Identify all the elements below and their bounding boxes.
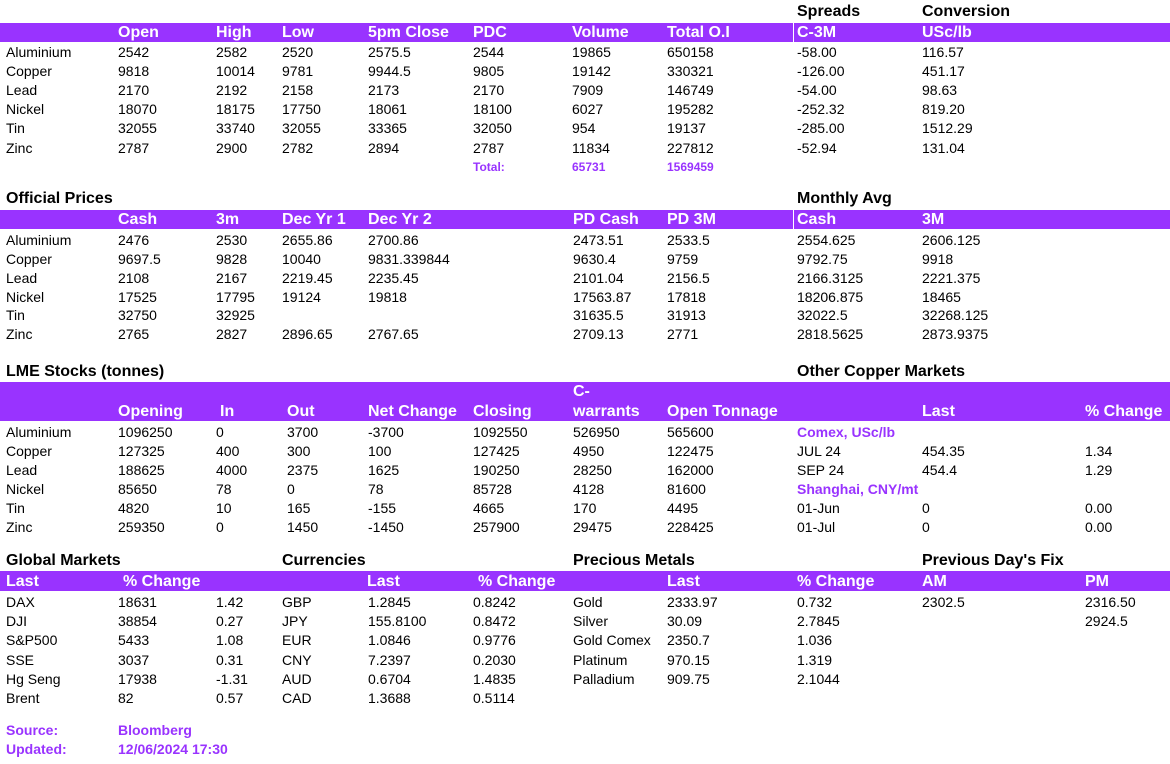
table-cell: 2235.45 <box>368 270 419 286</box>
table-cell: 17795 <box>216 289 255 305</box>
table-cell: 9918 <box>922 251 954 267</box>
table-cell: 2709.13 <box>573 326 624 342</box>
currencies-title: Currencies <box>282 552 366 569</box>
currency-last: 155.8100 <box>368 613 427 629</box>
table-cell: 188625 <box>118 462 165 478</box>
table-cell: 4950 <box>573 443 605 459</box>
column-header: Open <box>118 24 159 41</box>
column-header: % Change <box>1085 403 1163 420</box>
precious-name: Palladium <box>573 671 635 687</box>
table-cell: 2767.65 <box>368 326 419 342</box>
previous-day-fix-title: Previous Day's Fix <box>922 552 1064 569</box>
table-cell: 2375 <box>287 462 319 478</box>
column-header: % Change <box>478 573 556 590</box>
table-cell: 17750 <box>282 101 321 117</box>
table-cell: 10 <box>216 500 232 516</box>
other-copper-markets-title: Other Copper Markets <box>797 363 966 380</box>
index-change: -1.31 <box>216 671 248 687</box>
metal-label: Copper <box>6 251 52 267</box>
precious-last: 30.09 <box>667 613 703 629</box>
table-cell: 195282 <box>667 101 714 117</box>
table-cell: 4128 <box>573 481 605 497</box>
column-header: Last <box>367 573 400 590</box>
metal-label: Nickel <box>6 481 45 497</box>
column-header: Volume <box>572 24 629 41</box>
column-header: Closing <box>473 403 532 420</box>
table-cell: 0 <box>216 424 224 440</box>
metal-label: Aluminium <box>6 44 72 60</box>
table-cell: 2575.5 <box>368 44 411 60</box>
updated-label: Updated: <box>6 741 67 757</box>
column-header: AM <box>922 573 947 590</box>
index-name: Brent <box>6 690 40 706</box>
metal-label: Lead <box>6 462 38 478</box>
table-cell: 451.17 <box>922 63 965 79</box>
table-cell: 9759 <box>667 251 699 267</box>
total-label: Total: <box>473 160 505 174</box>
metal-label: Zinc <box>6 519 33 535</box>
table-cell: 116.57 <box>922 44 964 60</box>
table-cell: -3700 <box>368 424 404 440</box>
precious-change: 0.732 <box>797 594 833 610</box>
table-cell: 2473.51 <box>573 232 624 248</box>
table-cell: 10014 <box>216 63 255 79</box>
table-cell: 85728 <box>473 481 512 497</box>
table-cell: 31635.5 <box>573 307 624 323</box>
table-cell: 98.63 <box>922 82 958 98</box>
precious-name: Platinum <box>573 652 628 668</box>
table-cell: 2896.65 <box>282 326 333 342</box>
table-cell: 162000 <box>667 462 714 478</box>
precious-last: 909.75 <box>667 671 710 687</box>
index-name: SSE <box>6 652 35 668</box>
index-last: 3037 <box>118 652 150 668</box>
table-cell: 28250 <box>573 462 612 478</box>
table-cell: 1512.29 <box>922 120 973 136</box>
global-markets-title: Global Markets <box>6 552 121 569</box>
source-value: Bloomberg <box>118 722 192 738</box>
index-name: DJI <box>6 613 27 629</box>
table-cell: 17563.87 <box>573 289 632 305</box>
column-header: warrants <box>573 403 640 420</box>
last-value: 0 <box>922 519 930 535</box>
table-cell: 9831.339844 <box>368 251 450 267</box>
table-cell: 2221.375 <box>922 270 981 286</box>
currency-last: 1.0846 <box>368 632 411 648</box>
table-cell: 32055 <box>282 120 321 136</box>
currency-last: 0.6704 <box>368 671 411 687</box>
currency-name: CNY <box>282 652 312 668</box>
table-cell: 2544 <box>473 44 505 60</box>
table-cell: 127325 <box>118 443 165 459</box>
table-cell: 4000 <box>216 462 248 478</box>
table-cell: -1450 <box>368 519 404 535</box>
currency-last: 1.2845 <box>368 594 411 610</box>
table-cell: 2530 <box>216 232 248 248</box>
metal-label: Lead <box>6 82 38 98</box>
table-cell: 78 <box>216 481 232 497</box>
index-name: Hg Seng <box>6 671 61 687</box>
table-cell: 2108 <box>118 270 150 286</box>
column-header: High <box>216 24 252 41</box>
column-header: Open Tonnage <box>667 403 778 420</box>
table-cell: 2542 <box>118 44 150 60</box>
table-cell: 17525 <box>118 289 157 305</box>
table-cell: 4495 <box>667 500 699 516</box>
contract-label: 01-Jul <box>797 519 836 535</box>
lme-stocks-title: LME Stocks (tonnes) <box>6 363 165 380</box>
table-cell: 2700.86 <box>368 232 419 248</box>
precious-change: 1.319 <box>797 652 833 668</box>
column-header: In <box>220 403 235 420</box>
index-last: 5433 <box>118 632 150 648</box>
column-header: USc/lb <box>922 24 972 41</box>
percent-change: 0.00 <box>1085 500 1113 516</box>
column-header: Total O.I <box>667 24 730 41</box>
currency-name: AUD <box>282 671 312 687</box>
column-header: PD Cash <box>573 211 639 228</box>
column-header: Last <box>922 403 955 420</box>
percent-change: 0.00 <box>1085 519 1113 535</box>
table-cell: 2827 <box>216 326 248 342</box>
table-cell: 2606.125 <box>922 232 981 248</box>
metal-label: Nickel <box>6 289 45 305</box>
table-cell: 9630.4 <box>573 251 616 267</box>
official-header-divider <box>793 210 794 229</box>
table-cell: -58.00 <box>797 44 837 60</box>
table-cell: 565600 <box>667 424 714 440</box>
table-cell: 190250 <box>473 462 520 478</box>
precious-name: Gold Comex <box>573 632 651 648</box>
table-cell: 32925 <box>216 307 255 323</box>
precious-name: Silver <box>573 613 609 629</box>
table-cell: -285.00 <box>797 120 845 136</box>
table-cell: 0 <box>287 481 295 497</box>
table-cell: 2101.04 <box>573 270 624 286</box>
contract-label: SEP 24 <box>797 462 845 478</box>
index-last: 38854 <box>118 613 157 629</box>
table-cell: 2900 <box>216 140 248 156</box>
table-cell: -54.00 <box>797 82 837 98</box>
currency-change: 0.2030 <box>473 652 516 668</box>
table-cell: 19865 <box>572 44 611 60</box>
table-cell: 2765 <box>118 326 150 342</box>
metal-label: Copper <box>6 63 52 79</box>
column-header: PD 3M <box>667 211 716 228</box>
table-cell: 32022.5 <box>797 307 848 323</box>
table-cell: 32055 <box>118 120 157 136</box>
official-prices-title: Official Prices <box>6 190 113 207</box>
contract-label: JUL 24 <box>797 443 841 459</box>
metal-label: Zinc <box>6 140 33 156</box>
column-header: 3M <box>922 211 945 228</box>
table-cell: 526950 <box>573 424 620 440</box>
metal-label: Lead <box>6 270 38 286</box>
table-cell: 2582 <box>216 44 248 60</box>
table-cell: 2173 <box>368 82 400 98</box>
column-header: Last <box>667 573 700 590</box>
market-heading: Shanghai, CNY/mt <box>797 481 919 497</box>
precious-change: 2.7845 <box>797 613 840 629</box>
table-cell: 259350 <box>118 519 165 535</box>
column-header: % Change <box>797 573 875 590</box>
table-cell: 300 <box>287 443 311 459</box>
market-heading: Comex, USc/lb <box>797 424 896 440</box>
index-last: 17938 <box>118 671 157 687</box>
table-cell: 954 <box>572 120 596 136</box>
table-cell: 81600 <box>667 481 706 497</box>
table-cell: 11834 <box>572 140 610 156</box>
table-cell: 2219.45 <box>282 270 333 286</box>
table-cell: 2520 <box>282 44 314 60</box>
fix-pm: 2924.5 <box>1085 613 1128 629</box>
table-cell: 1625 <box>368 462 400 478</box>
index-name: S&P500 <box>6 632 58 648</box>
total-open-interest: 1569459 <box>667 160 714 174</box>
table-cell: 9792.75 <box>797 251 848 267</box>
table-cell: 18070 <box>118 101 157 117</box>
index-change: 1.08 <box>216 632 244 648</box>
index-last: 18631 <box>118 594 157 610</box>
table-cell: 6027 <box>572 101 604 117</box>
fix-pm: 2316.50 <box>1085 594 1136 610</box>
table-cell: 9781 <box>282 63 314 79</box>
table-cell: 1096250 <box>118 424 173 440</box>
table-cell: -126.00 <box>797 63 845 79</box>
currency-change: 0.8472 <box>473 613 516 629</box>
precious-last: 2350.7 <box>667 632 710 648</box>
metal-label: Aluminium <box>6 424 72 440</box>
table-cell: 18206.875 <box>797 289 864 305</box>
table-cell: 18100 <box>473 101 512 117</box>
table-cell: 29475 <box>573 519 612 535</box>
currency-change: 1.4835 <box>473 671 516 687</box>
table-cell: 2787 <box>473 140 505 156</box>
table-cell: 9944.5 <box>368 63 411 79</box>
table-cell: 17818 <box>667 289 706 305</box>
table-cell: 31913 <box>667 307 706 323</box>
table-cell: 2166.3125 <box>797 270 864 286</box>
column-header: Cash <box>118 211 158 228</box>
column-header: % Change <box>123 573 201 590</box>
index-change: 0.27 <box>216 613 244 629</box>
source-label: Source: <box>6 722 59 738</box>
table-cell: 2192 <box>216 82 248 98</box>
table-cell: 85650 <box>118 481 157 497</box>
table-cell: 2873.9375 <box>922 326 989 342</box>
table-cell: 257900 <box>473 519 520 535</box>
percent-change: 1.34 <box>1085 443 1113 459</box>
table-cell: 131.04 <box>922 140 965 156</box>
last-value: 0 <box>922 500 930 516</box>
table-cell: 146749 <box>667 82 714 98</box>
table-cell: 9828 <box>216 251 248 267</box>
column-header: Last <box>6 573 39 590</box>
table-cell: 2655.86 <box>282 232 333 248</box>
table-cell: 165 <box>287 500 311 516</box>
table-cell: 18061 <box>368 101 407 117</box>
index-name: DAX <box>6 594 35 610</box>
table-cell: 2170 <box>473 82 505 98</box>
metal-label: Aluminium <box>6 232 72 248</box>
table-cell: 122475 <box>667 443 714 459</box>
precious-metals-title: Precious Metals <box>573 552 695 569</box>
precious-change: 2.1044 <box>797 671 840 687</box>
column-header: PDC <box>473 24 507 41</box>
spreads-title: Spreads <box>797 3 861 20</box>
table-cell: 2554.625 <box>797 232 856 248</box>
table-cell: 18465 <box>922 289 961 305</box>
table-cell: 3700 <box>287 424 319 440</box>
column-header: Cash <box>797 211 837 228</box>
table-cell: 228425 <box>667 519 714 535</box>
fix-am: 2302.5 <box>922 594 965 610</box>
conversion-title: Conversion <box>922 3 1011 20</box>
table-cell: 227812 <box>667 140 714 156</box>
table-cell: 19137 <box>667 120 706 136</box>
table-cell: -155 <box>368 500 397 516</box>
table-cell: 19142 <box>572 63 611 79</box>
table-cell: 2894 <box>368 140 400 156</box>
table-cell: 9818 <box>118 63 150 79</box>
metal-label: Tin <box>6 500 25 516</box>
index-change: 1.42 <box>216 594 244 610</box>
currency-last: 7.2397 <box>368 652 411 668</box>
currency-name: GBP <box>282 594 312 610</box>
column-header: Net Change <box>368 403 457 420</box>
table-cell: 2818.5625 <box>797 326 864 342</box>
precious-change: 1.036 <box>797 632 833 648</box>
column-header: 5pm Close <box>368 24 449 41</box>
table-cell: 100 <box>368 443 392 459</box>
table-cell: 2158 <box>282 82 314 98</box>
column-header: Dec Yr 2 <box>368 211 432 228</box>
metal-label: Nickel <box>6 101 45 117</box>
index-change: 0.57 <box>216 690 244 706</box>
precious-last: 970.15 <box>667 652 710 668</box>
table-cell: 170 <box>573 500 597 516</box>
column-header: 3m <box>216 211 240 228</box>
contract-label: 01-Jun <box>797 500 840 516</box>
table-cell: 9697.5 <box>118 251 161 267</box>
column-header: C-3M <box>797 24 837 41</box>
table-cell: 32750 <box>118 307 157 323</box>
table-cell: 2782 <box>282 140 314 156</box>
table-cell: 2167 <box>216 270 248 286</box>
table-cell: -52.94 <box>797 140 837 156</box>
table-cell: 19818 <box>368 289 407 305</box>
table-cell: 4665 <box>473 500 505 516</box>
precious-name: Gold <box>573 594 603 610</box>
table-cell: 1450 <box>287 519 319 535</box>
last-value: 454.35 <box>922 443 965 459</box>
table-cell: 330321 <box>667 63 714 79</box>
metal-label: Copper <box>6 443 52 459</box>
column-header: Out <box>287 403 315 420</box>
total-volume: 65731 <box>572 160 606 174</box>
metal-label: Tin <box>6 307 25 323</box>
table-cell: 2170 <box>118 82 150 98</box>
currency-name: EUR <box>282 632 312 648</box>
currency-change: 0.9776 <box>473 632 516 648</box>
column-header: Opening <box>118 403 183 420</box>
table-cell: 32050 <box>473 120 512 136</box>
table-cell: 650158 <box>667 44 714 60</box>
table-cell: 2156.5 <box>667 270 710 286</box>
currency-change: 0.5114 <box>473 690 515 706</box>
updated-value: 12/06/2024 17:30 <box>118 741 228 757</box>
table-cell: 0 <box>216 519 224 535</box>
column-header: PM <box>1085 573 1109 590</box>
column-header: Low <box>282 24 314 41</box>
table-cell: 2476 <box>118 232 150 248</box>
table-cell: 819.20 <box>922 101 965 117</box>
table-cell: 78 <box>368 481 384 497</box>
currency-change: 0.8242 <box>473 594 516 610</box>
table-cell: 32268.125 <box>922 307 989 323</box>
table-cell: 18175 <box>216 101 255 117</box>
table-cell: 2771 <box>667 326 699 342</box>
table-cell: 4820 <box>118 500 150 516</box>
currency-last: 1.3688 <box>368 690 411 706</box>
metal-label: Zinc <box>6 326 33 342</box>
table-cell: 33740 <box>216 120 255 136</box>
column-header: Dec Yr 1 <box>282 211 346 228</box>
last-value: 454.4 <box>922 462 958 478</box>
table-cell: 9805 <box>473 63 505 79</box>
precious-last: 2333.97 <box>667 594 718 610</box>
currency-name: CAD <box>282 690 312 706</box>
index-last: 82 <box>118 690 134 706</box>
table-cell: 2787 <box>118 140 150 156</box>
header-divider <box>793 23 794 42</box>
table-cell: 127425 <box>473 443 520 459</box>
table-cell: 7909 <box>572 82 604 98</box>
table-cell: 1092550 <box>473 424 528 440</box>
currency-name: JPY <box>282 613 308 629</box>
table-cell: 33365 <box>368 120 407 136</box>
index-change: 0.31 <box>216 652 244 668</box>
monthly-avg-title: Monthly Avg <box>797 190 892 207</box>
column-header: C- <box>573 383 590 400</box>
table-cell: 10040 <box>282 251 321 267</box>
metal-label: Tin <box>6 120 25 136</box>
percent-change: 1.29 <box>1085 462 1113 478</box>
table-cell: -252.32 <box>797 101 845 117</box>
table-cell: 19124 <box>282 289 321 305</box>
table-cell: 400 <box>216 443 240 459</box>
table-cell: 2533.5 <box>667 232 710 248</box>
